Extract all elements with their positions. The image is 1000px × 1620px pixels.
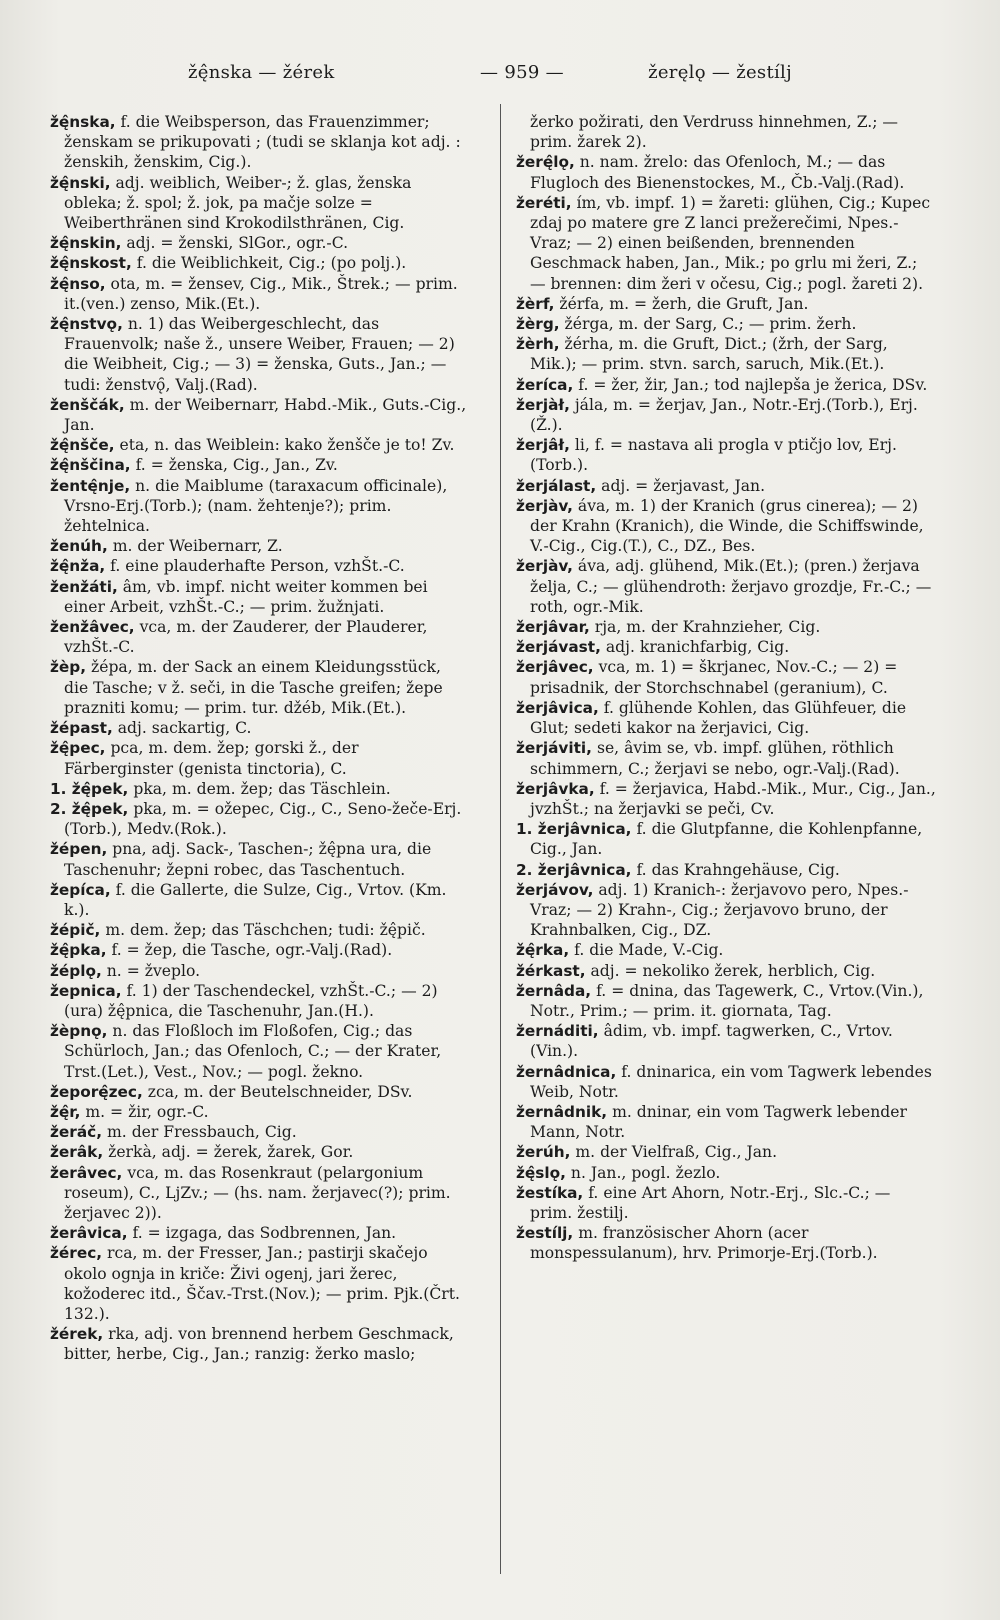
entry-definition: m. dem. žep; das Täschchen; tudi: žę̂pič.: [100, 921, 426, 940]
entry-headword: žérek,: [50, 1325, 104, 1344]
dictionary-entry: [514, 1062, 936, 1102]
dictionary-entry: [48, 1163, 470, 1224]
entry-headword: žerjàv,: [516, 496, 573, 515]
dictionary-entry: [514, 617, 936, 637]
entry-definition: n. 1) das Weibergeschlecht, das Frauenvolk; naše ž., unsere Weiber, Frauen; — 2) die Weibheit, Cig.; — 3) = ženska, Guts., Jan.; — tudi: ženstvǫ̑, Valj.(Rad).: [64, 315, 455, 394]
entry-definition: vca, m. 1) = škrjanec, Nov.-C.; — 2) = prisadnik, der Storchschnabel (geranium), C.: [530, 658, 898, 697]
dictionary-entry: [514, 193, 936, 294]
dictionary-entry: [514, 657, 936, 697]
entry-headword: žérkast,: [516, 961, 586, 980]
dictionary-entry: [48, 395, 470, 435]
entry-headword: žę̂nstvǫ,: [50, 315, 123, 334]
entry-definition: vca, m. der Zauderer, der Plauderer, vzhŠt.-C.: [64, 618, 428, 657]
dictionary-entry: [48, 617, 470, 657]
dictionary-entry: [48, 1082, 470, 1102]
dictionary-entry: [514, 375, 936, 395]
dictionary-entry: [48, 1122, 470, 1142]
entry-headword: žę̂r,: [50, 1102, 81, 1121]
dictionary-entry: [48, 314, 470, 395]
dictionary-entry: [48, 799, 470, 839]
entry-definition: f. = žerjavica, Habd.-Mik., Mur., Cig., Jan., jvzhŠt.; na žerjavki se peči, Cv.: [530, 779, 936, 818]
entry-headword: žerúh,: [516, 1143, 571, 1162]
entry-headword: žerę̂lǫ,: [516, 153, 575, 172]
entry-headword: žę̂nso,: [50, 274, 106, 293]
entry-definition: m. der Weibernarr, Habd.-Mik., Guts.-Cig., Jan.: [64, 395, 467, 435]
entry-definition: f. eine Art Ahorn, Notr.-Erj., Slc.-C.; — prim. žestilj.: [530, 1183, 891, 1222]
entry-definition: žerkà, adj. = žerek, žarek, Gor.: [103, 1143, 354, 1162]
entry-headword: žèrh,: [516, 335, 560, 354]
dictionary-entry: [48, 455, 470, 475]
dictionary-entry: [514, 1163, 936, 1183]
entry-definition: m. dninar, ein vom Tagwerk lebender Mann, Notr.: [530, 1102, 907, 1142]
entry-definition: n. die Maiblume (taraxacum officinale), Vrsno-Erj.(Torb.); (nam. žehtenje?); prim. žehtelnica.: [64, 476, 448, 536]
entry-headword: žéplǫ,: [50, 961, 102, 980]
entry-headword: ženžâvec,: [50, 618, 135, 637]
entry-headword: žépen,: [50, 840, 108, 859]
dictionary-entry: [48, 1102, 470, 1122]
entry-headword: žerâvec,: [50, 1163, 123, 1182]
running-head: [40, 62, 960, 92]
entry-headword: žę̂pec,: [50, 739, 106, 758]
dictionary-entry: [514, 981, 936, 1021]
dictionary-entry: [514, 819, 936, 859]
entry-headword: žę̂nšče,: [50, 436, 115, 455]
dictionary-entry: [48, 1021, 470, 1082]
entry-headword: ženúh,: [50, 537, 108, 556]
dictionary-entry: [48, 476, 470, 537]
entry-headword: žerjàł,: [516, 395, 570, 414]
dictionary-entry: [48, 577, 470, 617]
entry-headword: žerâk,: [50, 1143, 104, 1162]
entry-definition: f. glühende Kohlen, das Glühfeuer, die Glut; sedeti kakor na žerjavici, Cig.: [530, 698, 907, 738]
dictionary-entry: [514, 395, 936, 435]
entry-headword: žę̂nskin,: [50, 234, 122, 253]
entry-headword: žernâdnik,: [516, 1102, 608, 1121]
dictionary-entry: [514, 1142, 936, 1162]
dictionary-entry: [48, 718, 470, 738]
entry-definition: žerko požirati, den Verdruss hinnehmen, Z.; — prim. žarek 2).: [530, 113, 899, 152]
entry-definition: rka, adj. von brennend herbem Geschmack, bitter, herbe, Cig., Jan.; ranzig: žerko maslo;: [64, 1325, 454, 1364]
entry-definition: f. dninarica, ein vom Tagwerk lebendes Weib, Notr.: [530, 1062, 932, 1101]
entry-definition: adj. 1) Kranich-: žerjavovo pero, Npes.-Vraz; — 2) Krahn-, Cig.; žerjavovo bruno, der Krahnbalken, Cig., DZ.: [530, 880, 909, 940]
entry-definition: ím, vb. impf. 1) = žareti: glühen, Cig.; Kupec zdaj po matere gre Z lanci prežerečimi, Npes.-Vraz; — 2) einen beißenden, brennenden Geschmack haben, Jan., Mik.; po grlu mi žeri, Z.; — brennen: dim žeri v očesu, Cig.; pogl. žareti 2).: [530, 193, 931, 293]
dictionary-entry: [48, 981, 470, 1021]
left-column: [48, 112, 470, 1365]
entry-definition: f. die Glutpfanne, die Kohlenpfanne, Cig., Jan.: [530, 820, 923, 859]
entry-headword: žę̂nskost,: [50, 254, 132, 273]
dictionary-entry: [514, 637, 936, 657]
entry-headword: žèpnǫ,: [50, 1022, 108, 1041]
entry-definition: áva, m. 1) der Kranich (grus cinerea); — 2) der Krahn (Kranich), die Winde, die Schiffswinde, V.-Cig., Cig.(T.), C., DZ., Bes.: [530, 496, 924, 556]
entry-definition: pka, m. dem. žep; das Täschlein.: [128, 779, 391, 798]
entry-definition: žérha, m. die Gruft, Dict.; (žrh, der Sarg, Mik.); — prim. stvn. sarch, saruch, Mik.(Et.).: [530, 335, 888, 374]
entry-headword: žę̂nščina,: [50, 456, 131, 475]
header-right-guideword: žeręlǫ — žestílj: [648, 62, 792, 83]
dictionary-entry: [514, 779, 936, 819]
entry-headword: žerjávov,: [516, 880, 594, 899]
entry-definition: pna, adj. Sack-, Taschen-; žę̂pna ura, die Taschenuhr; žepni robec, das Taschentuch.: [64, 840, 432, 879]
entry-headword: žestíka,: [516, 1183, 584, 1202]
entry-definition: pka, m. = ožepec, Cig., C., Seno-žeče-Erj.(Torb.), Medv.(Rok.).: [64, 799, 462, 839]
entry-headword: žerjâvica,: [516, 698, 599, 717]
entry-definition: f. das Krahngehäuse, Cig.: [631, 860, 840, 879]
entry-definition: m. der Weibernarr, Z.: [107, 537, 283, 556]
entry-headword: žeporę̂zec,: [50, 1082, 143, 1101]
dictionary-entry: [48, 1324, 470, 1364]
entry-headword: žę̂nska,: [50, 113, 116, 131]
entry-headword: žestílj,: [516, 1224, 574, 1243]
entry-headword: žeráč,: [50, 1123, 103, 1142]
dictionary-entry: [48, 839, 470, 879]
entry-headword: žépast,: [50, 719, 113, 738]
entry-definition: f. = ženska, Cig., Jan., Zv.: [130, 456, 338, 475]
entry-definition: vca, m. das Rosenkraut (pelargonium roseum), C., LjZv.; — (hs. nam. žerjavec(?); prim. žerjavec 2)).: [64, 1163, 451, 1222]
entry-headword: žerjâvar,: [516, 618, 590, 637]
entry-definition: âdim, vb. impf. tagwerken, C., Vrtov.(Vin.).: [530, 1022, 893, 1061]
entry-headword: žépič,: [50, 921, 101, 940]
entry-definition: n. Jan., pogl. žezlo.: [565, 1163, 721, 1182]
dictionary-entry: [48, 657, 470, 718]
entry-definition: rca, m. der Fresser, Jan.; pastirji skačejo okolo ognja in kriče: Živi ogenj, jari žerec, kožoderec itd., Ščav.-Trst.(Nov.); — prim. Pjk.(Črt. 132.).: [64, 1244, 460, 1323]
entry-definition: rja, m. der Krahnzieher, Cig.: [589, 618, 821, 637]
dictionary-entry: [514, 1183, 936, 1223]
dictionary-entry: [48, 112, 470, 173]
dictionary-entry: [48, 961, 470, 981]
column-divider: [500, 104, 501, 1574]
dictionary-entry: [48, 173, 470, 234]
entry-headword: žerjáviti,: [516, 739, 592, 758]
dictionary-entry: [514, 294, 936, 314]
entry-definition: li, f. = nastava ali progla v ptičjo lov, Erj.(Torb.).: [530, 436, 897, 475]
entry-headword: žernáditi,: [516, 1022, 599, 1041]
entry-headword: žepnica,: [50, 981, 122, 1000]
dictionary-entry: [514, 1223, 936, 1263]
entry-definition: jála, m. = žerjav, Jan., Notr.-Erj.(Torb.), Erj.(Ž.).: [530, 395, 918, 435]
entry-definition: pca, m. dem. žep; gorski ž., der Färberginster (genista tinctoria), C.: [64, 739, 359, 778]
entry-headword: žernâdnica,: [516, 1062, 617, 1081]
entry-definition: f. = dnina, das Tagewerk, C., Vrtov.(Vin.), Notr., Prim.; — prim. it. giornata, Tag.: [530, 981, 924, 1020]
entry-definition: f. = žer, žir, Jan.; tod najlepša je žerica, DSv.: [573, 375, 928, 394]
header-left-guideword: žę̂nska — žérek: [188, 62, 335, 83]
entry-headword: žernâda,: [516, 981, 592, 1000]
dictionary-entry: [514, 1021, 936, 1061]
dictionary-entry: [48, 1142, 470, 1162]
entry-definition: f. = izgaga, das Sodbrennen, Jan.: [127, 1224, 397, 1243]
entry-definition: žérga, m. der Sarg, C.; — prim. žerh.: [559, 315, 857, 334]
entry-definition: m. = žir, ogr.-C.: [80, 1102, 209, 1121]
dictionary-entry: [48, 880, 470, 920]
dictionary-entry: [514, 880, 936, 941]
entry-headword: žerjâvec,: [516, 658, 594, 677]
entry-headword: žèrf,: [516, 294, 555, 313]
entry-definition: adj. weiblich, Weiber-; ž. glas, ženska obleka; ž. spol; ž. jok, pa mačje solze = Weiberthränen sind Krokodilsthränen, Cig.: [64, 173, 412, 233]
entry-definition: adj. kranichfarbig, Cig.: [600, 638, 790, 657]
right-column: [514, 112, 936, 1264]
entry-headword: 1. žerjâvnica,: [516, 820, 632, 839]
dictionary-entry: [514, 556, 936, 617]
entry-headword: žę̂nža,: [50, 557, 106, 576]
entry-headword: žeréti,: [516, 193, 572, 212]
entry-definition: n. = žveplo.: [101, 961, 201, 980]
entry-definition: f. die Weibsperson, das Frauenzimmer; ženskam se prikupovati ; (tudi se sklanja kot adj. : ženskih, ženskim, Cig.).: [64, 113, 461, 172]
entry-headword: žerjálast,: [516, 476, 597, 495]
dictionary-entry: [48, 940, 470, 960]
entry-definition: m. der Vielfraß, Cig., Jan.: [570, 1143, 778, 1162]
entry-definition: f. = žep, die Tasche, ogr.-Valj.(Rad).: [106, 941, 393, 960]
dictionary-entry: [514, 1102, 936, 1142]
entry-definition: f. die Gallerte, die Sulze, Cig., Vrtov. (Km. k.).: [64, 880, 447, 919]
entry-headword: žerjâvka,: [516, 779, 595, 798]
entry-definition: eta, n. das Weiblein: kako ženšče je to! Zv.: [114, 436, 455, 455]
entry-headword: žę̂slǫ,: [516, 1163, 566, 1182]
entry-definition: m. der Fressbauch, Cig.: [102, 1123, 297, 1142]
entry-headword: žę̂rka,: [516, 941, 570, 960]
entry-definition: žérfa, m. = žerh, die Gruft, Jan.: [554, 294, 809, 313]
dictionary-entry: [48, 1243, 470, 1324]
entry-headword: žentę̂nje,: [50, 476, 131, 495]
entry-definition: f. eine plauderhafte Person, vzhŠt.-C.: [105, 557, 405, 576]
entry-definition: m. französischer Ahorn (acer monspessulanum), hrv. Primorje-Erj.(Torb.).: [530, 1224, 878, 1263]
dictionary-entry: [514, 940, 936, 960]
dictionary-entry: [48, 920, 470, 940]
dictionary-entry: [514, 738, 936, 778]
dictionary-entry: [514, 698, 936, 738]
dictionary-entry: [48, 253, 470, 273]
entry-definition: adj. sackartig, C.: [112, 719, 252, 738]
dictionary-entry: [514, 496, 936, 557]
entry-headword: žerjàv,: [516, 557, 573, 576]
entry-definition: ota, m. = žensev, Cig., Mik., Štrek.; — prim. it.(ven.) zenso, Mik.(Et.).: [64, 274, 458, 313]
entry-definition: adj. = ženski, SlGor., ogr.-C.: [121, 234, 349, 253]
entry-headword: 2. žerjâvnica,: [516, 860, 632, 879]
dictionary-entry: [48, 274, 470, 314]
entry-headword: žèp,: [50, 658, 87, 677]
entry-headword: žeríca,: [516, 375, 574, 394]
dictionary-entry: [48, 435, 470, 455]
entry-definition: âm, vb. impf. nicht weiter kommen bei einer Arbeit, vzhŠt.-C.; — prim. žužnjati.: [64, 577, 428, 616]
entry-headword: žerjávast,: [516, 638, 601, 657]
entry-headword: žepíca,: [50, 880, 111, 899]
entry-definition: áva, adj. glühend, Mik.(Et.); (pren.) žerjava želja, C.; — glühendroth: žerjavo grozdje, Fr.-C.; — roth, ogr.-Mik.: [530, 557, 932, 616]
entry-definition: n. das Floßloch im Floßofen, Cig.; das Schürloch, Jan.; das Ofenloch, C.; — der Krater, Trst.(Let.), Vest., Nov.; — pogl. žekno.: [64, 1022, 442, 1081]
entry-headword: žerâvica,: [50, 1224, 128, 1243]
dictionary-entry: [48, 738, 470, 778]
entry-definition: n. nam. žrelo: das Ofenloch, M.; — das Flugloch des Bienenstockes, M., Čb.-Valj.(Rad).: [530, 153, 905, 192]
dictionary-entry: [48, 233, 470, 253]
entry-definition: adj. = nekoliko žerek, herblich, Cig.: [585, 961, 876, 980]
dictionary-entry: [514, 112, 936, 152]
entry-headword: žerjâł,: [516, 436, 570, 455]
entry-headword: žérec,: [50, 1244, 103, 1263]
entry-definition: zca, m. der Beutelschneider, DSv.: [142, 1082, 413, 1101]
entry-definition: žépa, m. der Sack an einem Kleidungsstück, die Tasche; v ž. seči, in die Tasche greifen; žepe prazniti komu; — prim. tur. džéb, Mik.(Et.).: [64, 658, 443, 717]
dictionary-entry: [48, 1223, 470, 1243]
dictionary-entry: [514, 961, 936, 981]
entry-definition: f. die Made, V.-Cig.: [569, 941, 724, 960]
entry-definition: adj. = žerjavast, Jan.: [596, 476, 766, 495]
entry-headword: ženžáti,: [50, 577, 118, 596]
entry-headword: 2. žę̂pek,: [50, 799, 129, 818]
dictionary-entry: [514, 152, 936, 192]
dictionary-entry: [48, 556, 470, 576]
dictionary-entry: [514, 476, 936, 496]
dictionary-entry: [514, 314, 936, 334]
dictionary-entry: [48, 779, 470, 799]
dictionary-entry: [48, 536, 470, 556]
dictionary-entry: [514, 435, 936, 475]
dictionary-entry: [514, 334, 936, 374]
entry-definition: f. 1) der Taschendeckel, vzhŠt.-C.; — 2) (ura) žę̂pnica, die Taschenuhr, Jan.(H.).: [64, 981, 438, 1020]
entry-headword: žę̂pka,: [50, 941, 107, 960]
entry-headword: ženščák,: [50, 395, 125, 414]
entry-definition: f. die Weiblichkeit, Cig.; (po polj.).: [131, 254, 407, 273]
entry-headword: žę̂nski,: [50, 173, 111, 192]
entry-headword: 1. žę̂pek,: [50, 779, 129, 798]
entry-headword: žèrg,: [516, 315, 560, 334]
page-number: — 959 —: [480, 62, 564, 83]
dictionary-entry: [514, 860, 936, 880]
entry-definition: se, âvim se, vb. impf. glühen, röthlich schimmern, C.; žerjavi se nebo, ogr.-Valj.(Rad).: [530, 739, 900, 778]
